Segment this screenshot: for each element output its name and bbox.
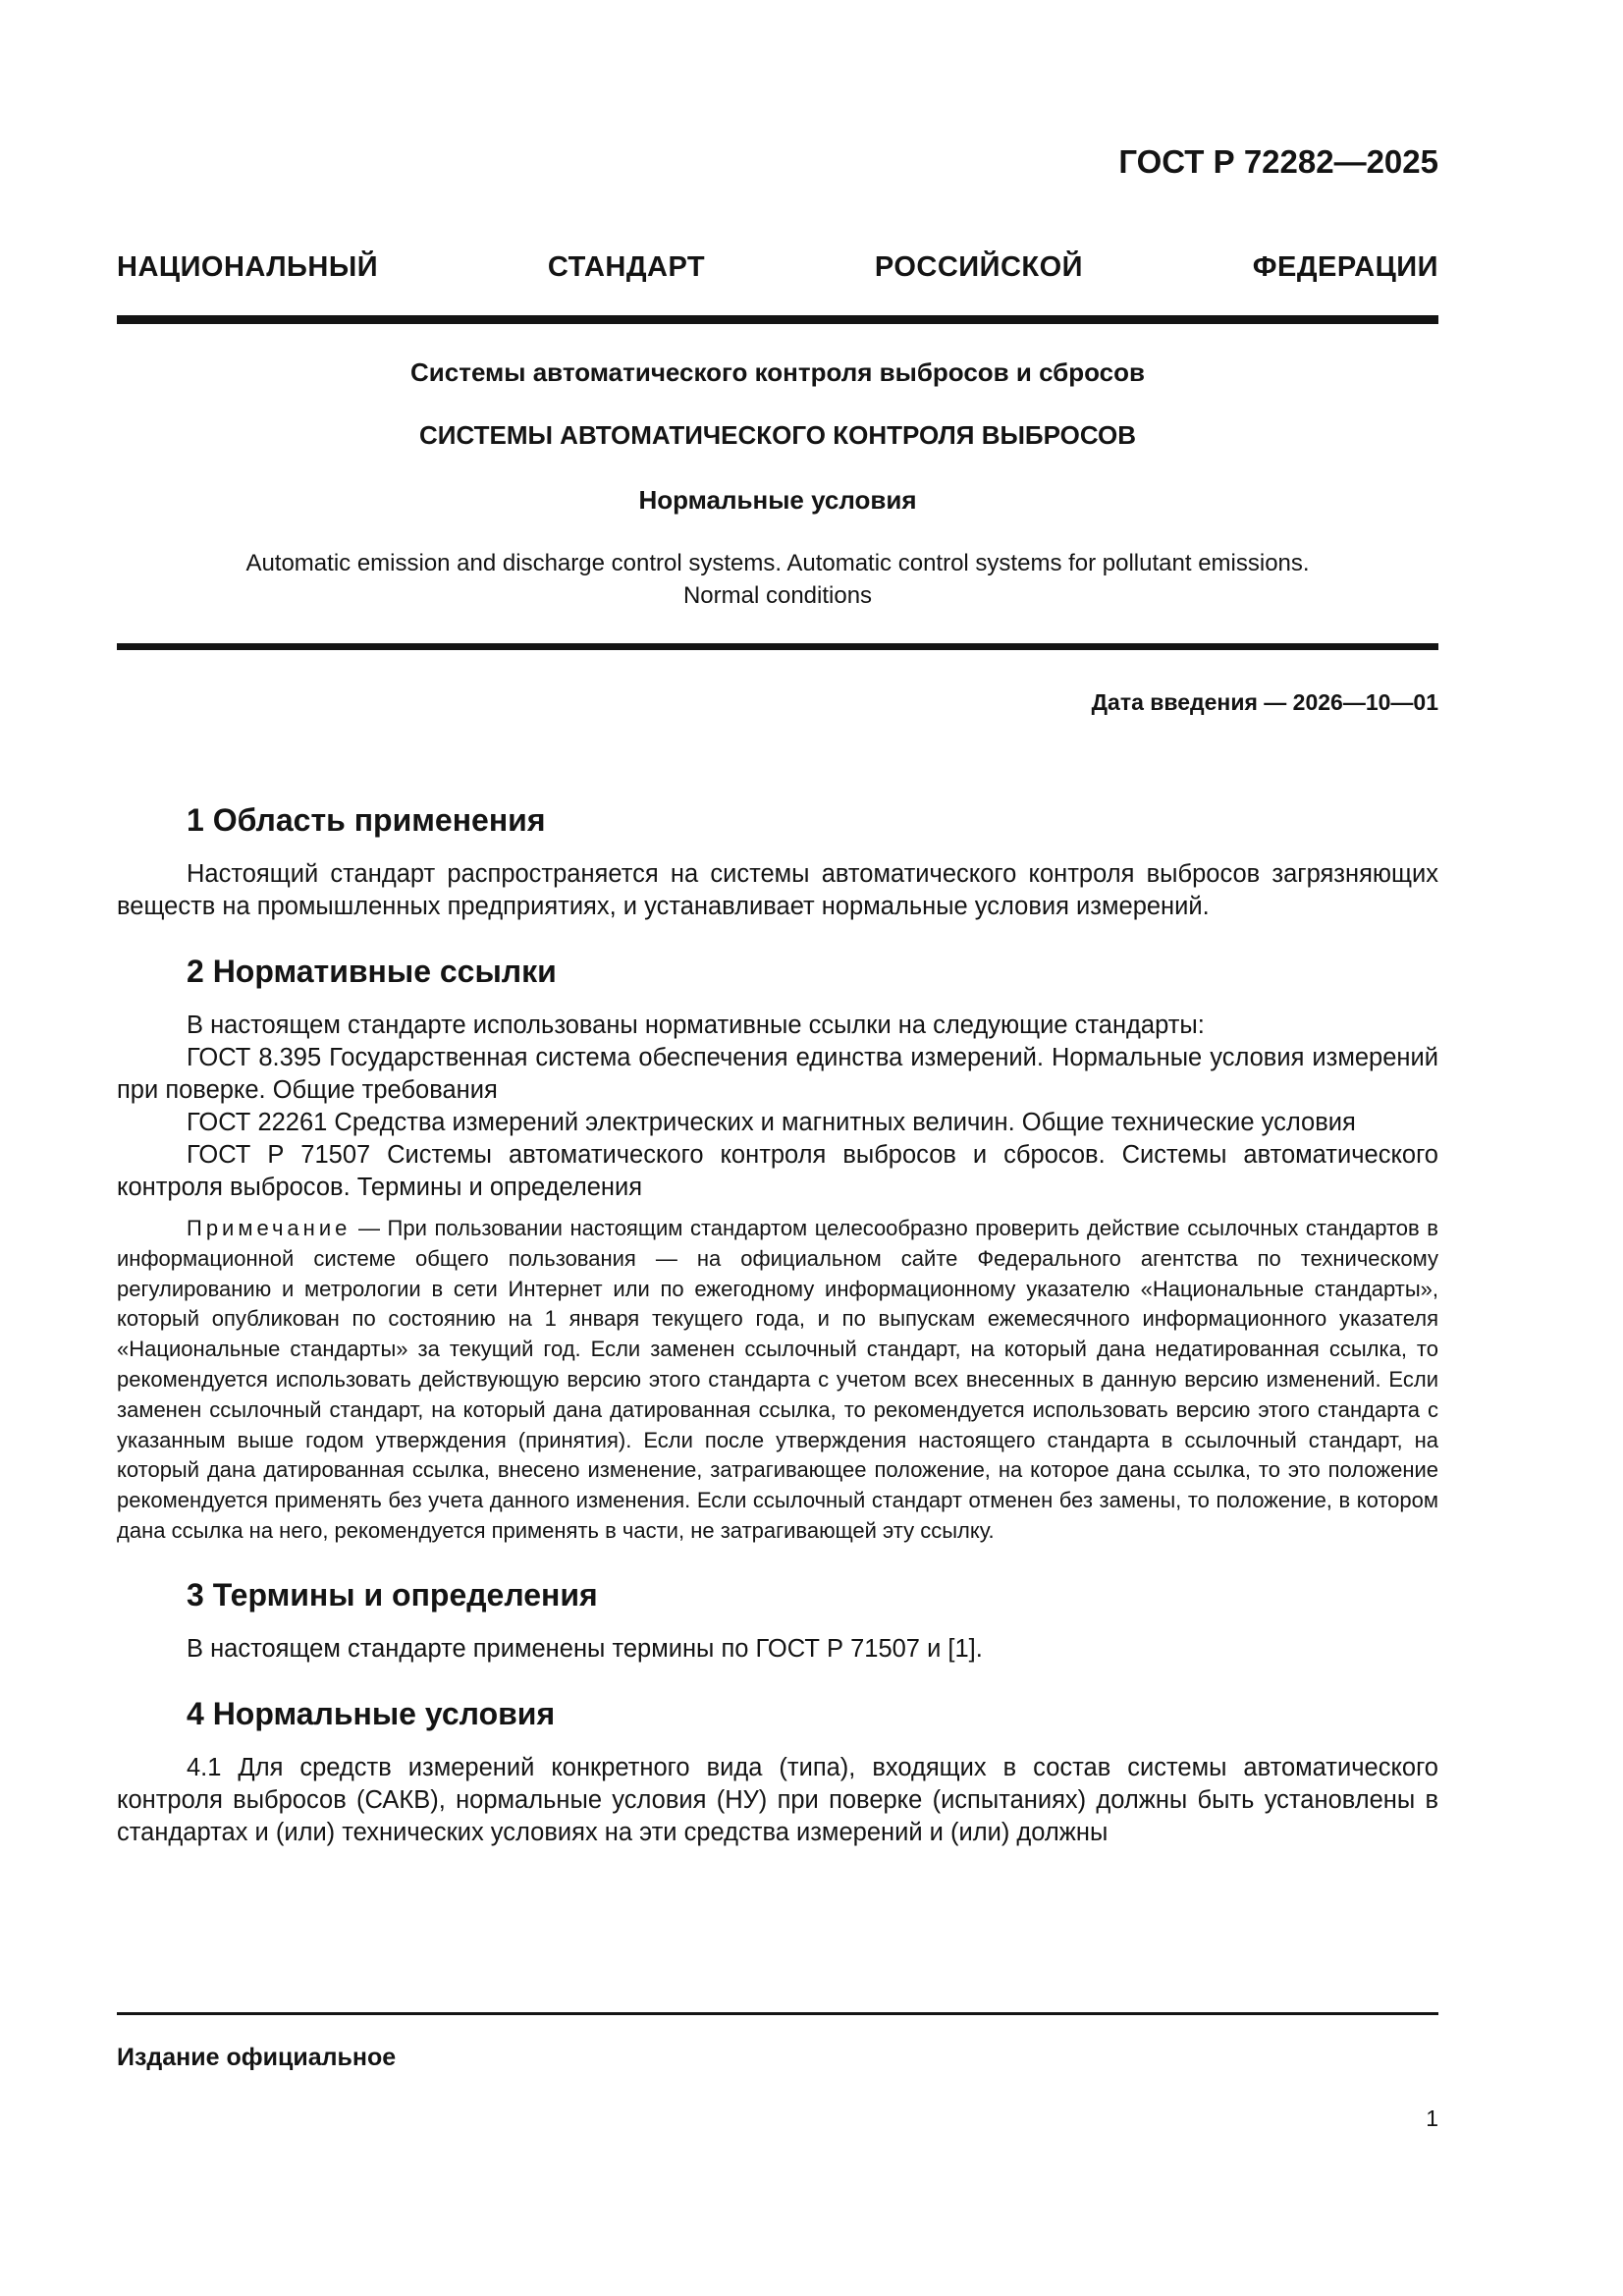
- main-title: СИСТЕМЫ АВТОМАТИЧЕСКОГО КОНТРОЛЯ ВЫБРОСОВ: [419, 420, 1136, 450]
- reference-item: ГОСТ Р 71507 Системы автоматического контроля выбросов и сбросов. Системы автоматического контроля выбросов. Термины и определения: [117, 1141, 1438, 1201]
- document-number: ГОСТ Р 72282—2025: [1118, 143, 1438, 180]
- title-rule: [117, 643, 1438, 650]
- english-title-line-2: Normal conditions: [682, 582, 873, 609]
- section-1-text: Настоящий стандарт распространяется на системы автоматического контроля выбросов загрязняющих веществ на промышленных предприятиях, и устанавливает нормальные условия измерений.: [117, 860, 1438, 920]
- page-number: 1: [1426, 2105, 1438, 2131]
- section-4-heading: 4 Нормальные условия: [187, 1695, 556, 1731]
- introduction-date: Дата введения — 2026—10—01: [1091, 689, 1438, 715]
- english-title: [117, 547, 1438, 612]
- section-3-text: В настоящем стандарте применены термины по ГОСТ Р 71507 и [1].: [187, 1634, 983, 1663]
- section-4-text: 4.1 Для средств измерений конкретного вида (типа), входящих в состав системы автоматического контроля выбросов (САКВ), нормальные условия (НУ) при поверке (испытаниях) должны быть установлены в стандартах и (или) технических условиях на эти средства измерений и (или) должны: [117, 1753, 1438, 1846]
- footer-rule: [117, 2012, 1438, 2015]
- document-body: [117, 797, 1438, 1849]
- reference-item: ГОСТ 8.395 Государственная система обеспечения единства измерений. Нормальные условия измерений при поверке. Общие требования: [117, 1044, 1438, 1104]
- national-standard-banner: НАЦИОНАЛЬНЫЙ СТАНДАРТ РОССИЙСКОЙ ФЕДЕРАЦИИ: [117, 251, 1438, 283]
- section-2-heading: 2 Нормативные ссылки: [187, 954, 557, 989]
- note-text: — При пользовании настоящим стандартом целесообразно проверить действие ссылочных стандартов в информационной системе общего пользования — на официальном сайте Федерального агентства по техническому регулированию и метрологии в сети Интернет или по ежегодному информационному указателю «Национальные стандарты», который опубликован по состоянию на 1 января текущего года, и по выпускам ежемесячного информационного указателя «Национальные стандарты» за текущий год. Если заменен ссылочный стандарт, на который дана недатированная ссылка, то рекомендуется использовать действующую версию этого стандарта с учетом всех внесенных в данную версию изменений. Если заменен ссылочный стандарт, на который дана датированная ссылка, то рекомендуется использовать версию этого стандарта с указанным выше годом утверждения (принятия). Если после утверждения настоящего стандарта в ссылочный стандарт, на который дана датированная ссылка, внесено изменение, затрагивающее положение, на которое дана ссылка, то это положение рекомендуется применять без учета данного изменения. Если ссылочный стандарт отменен без замены, то положение, в котором дана ссылка на него, рекомендуется применять в части, не затрагивающей эту ссылку.: [117, 1216, 1438, 1543]
- reference-item: ГОСТ 22261 Средства измерений электрических и магнитных величин. Общие технические условия: [187, 1109, 1356, 1136]
- general-title: Системы автоматического контроля выбросов и сбросов: [409, 357, 1145, 387]
- section-3-heading: 3 Термины и определения: [187, 1576, 598, 1613]
- english-title-line-1: Automatic emission and discharge control systems. Automatic control systems for pollutant emissions.: [245, 550, 1310, 576]
- section-2-lead: В настоящем стандарте использованы нормативные ссылки на следующие стандарты:: [187, 1011, 1205, 1039]
- reference-note: [117, 1214, 1438, 1547]
- edition-label: Издание официальное: [117, 2044, 397, 2071]
- note-label: Примечание: [187, 1216, 352, 1240]
- header-rule: [117, 315, 1438, 324]
- section-1-heading: 1 Область применения: [187, 802, 546, 838]
- sub-title: Нормальные условия: [638, 485, 917, 515]
